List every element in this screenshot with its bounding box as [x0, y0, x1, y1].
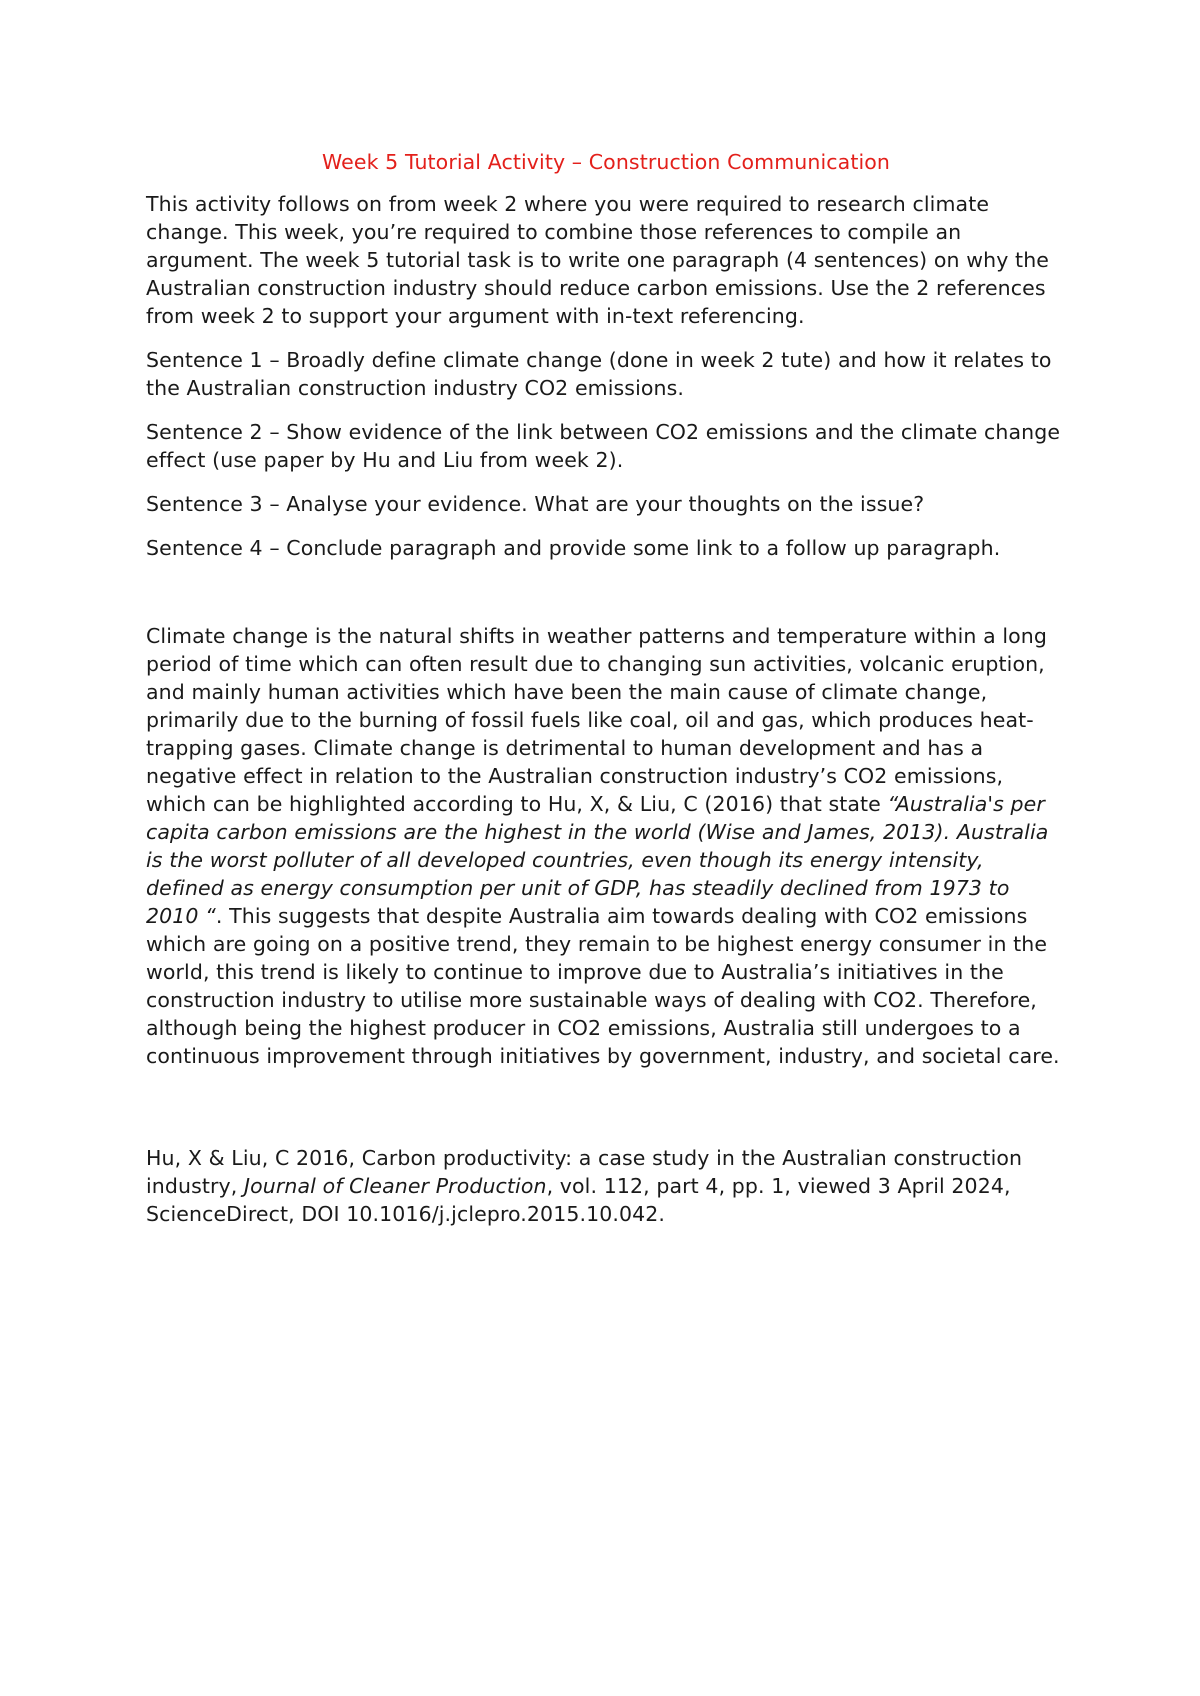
answer-paragraph: [146, 622, 1066, 1070]
sentence-3-instruction: Sentence 3 – Analyse your evidence. What are your thoughts on the issue?: [146, 492, 925, 516]
sentence-1-instruction: Sentence 1 – Broadly define climate change (done in week 2 tute) and how it relates to the Australian construction industry CO2 emissions.: [146, 348, 1052, 400]
reference-journal: Journal of Cleaner Production: [244, 1174, 547, 1198]
reference-entry: [146, 1144, 1066, 1228]
sentence-4-instruction: Sentence 4 – Conclude paragraph and provide some link to a follow up paragraph.: [146, 536, 1001, 560]
intro-paragraph: This activity follows on from week 2 where you were required to research climate change. This week, you’re required to combine those references to compile an argument. The week 5 tutorial task is to write one paragraph (4 sentences) on why the Australian construction industry should reduce carbon emissions. Use the 2 references from week 2 to support your argument with in-text referencing.: [146, 192, 1050, 328]
sentence-2-instruction: Sentence 2 – Show evidence of the link between CO2 emissions and the climate change effect (use paper by Hu and Liu from week 2).: [146, 420, 1061, 472]
reference-text-end: , vol. 112, part 4, pp. 1, viewed 3 April 2024, ScienceDirect, DOI 10.1016/j.jclepro.2015.10.042.: [146, 1174, 1011, 1226]
reference-text-start: Hu, X & Liu, C 2016, Carbon productivity: a case study in the Australian construction industry,: [146, 1146, 1023, 1198]
page-title: Week 5 Tutorial Activity – Construction Communication: [322, 150, 890, 174]
spacer: [146, 578, 1066, 622]
answer-quote: “Australia's per capita carbon emissions are the highest in the world (Wise and James, 2013). Australia is the worst polluter of all developed countries, even though its energy intensity, defined as energy consumption per unit of GDP, has steadily declined from 1973 to 2010 “: [146, 792, 1049, 928]
answer-text-start: Climate change is the natural shifts in weather patterns and temperature within a long period of time which can often result due to changing sun activities, volcanic eruption, and mainly human activities which have been the main cause of climate change, primarily due to the burning of fossil fuels like coal, oil and gas, which produces heat-trapping gases. Climate change is detrimental to human development and has a negative effect in relation to the Australian construction industry’s CO2 emissions, which can be highlighted according to Hu, X, & Liu, C (2016) that state: [146, 624, 1047, 816]
answer-text-end: . This suggests that despite Australia aim towards dealing with CO2 emissions which are going on a positive trend, they remain to be highest energy consumer in the world, this trend is likely to continue to improve due to Australia’s initiatives in the construction industry to utilise more sustainable ways of dealing with CO2. Therefore, although being the highest producer in CO2 emissions, Australia still undergoes to a continuous improvement through initiatives by government, industry, and societal care.: [146, 904, 1060, 1068]
document-body: [146, 148, 1066, 1244]
spacer: [146, 1086, 1066, 1144]
